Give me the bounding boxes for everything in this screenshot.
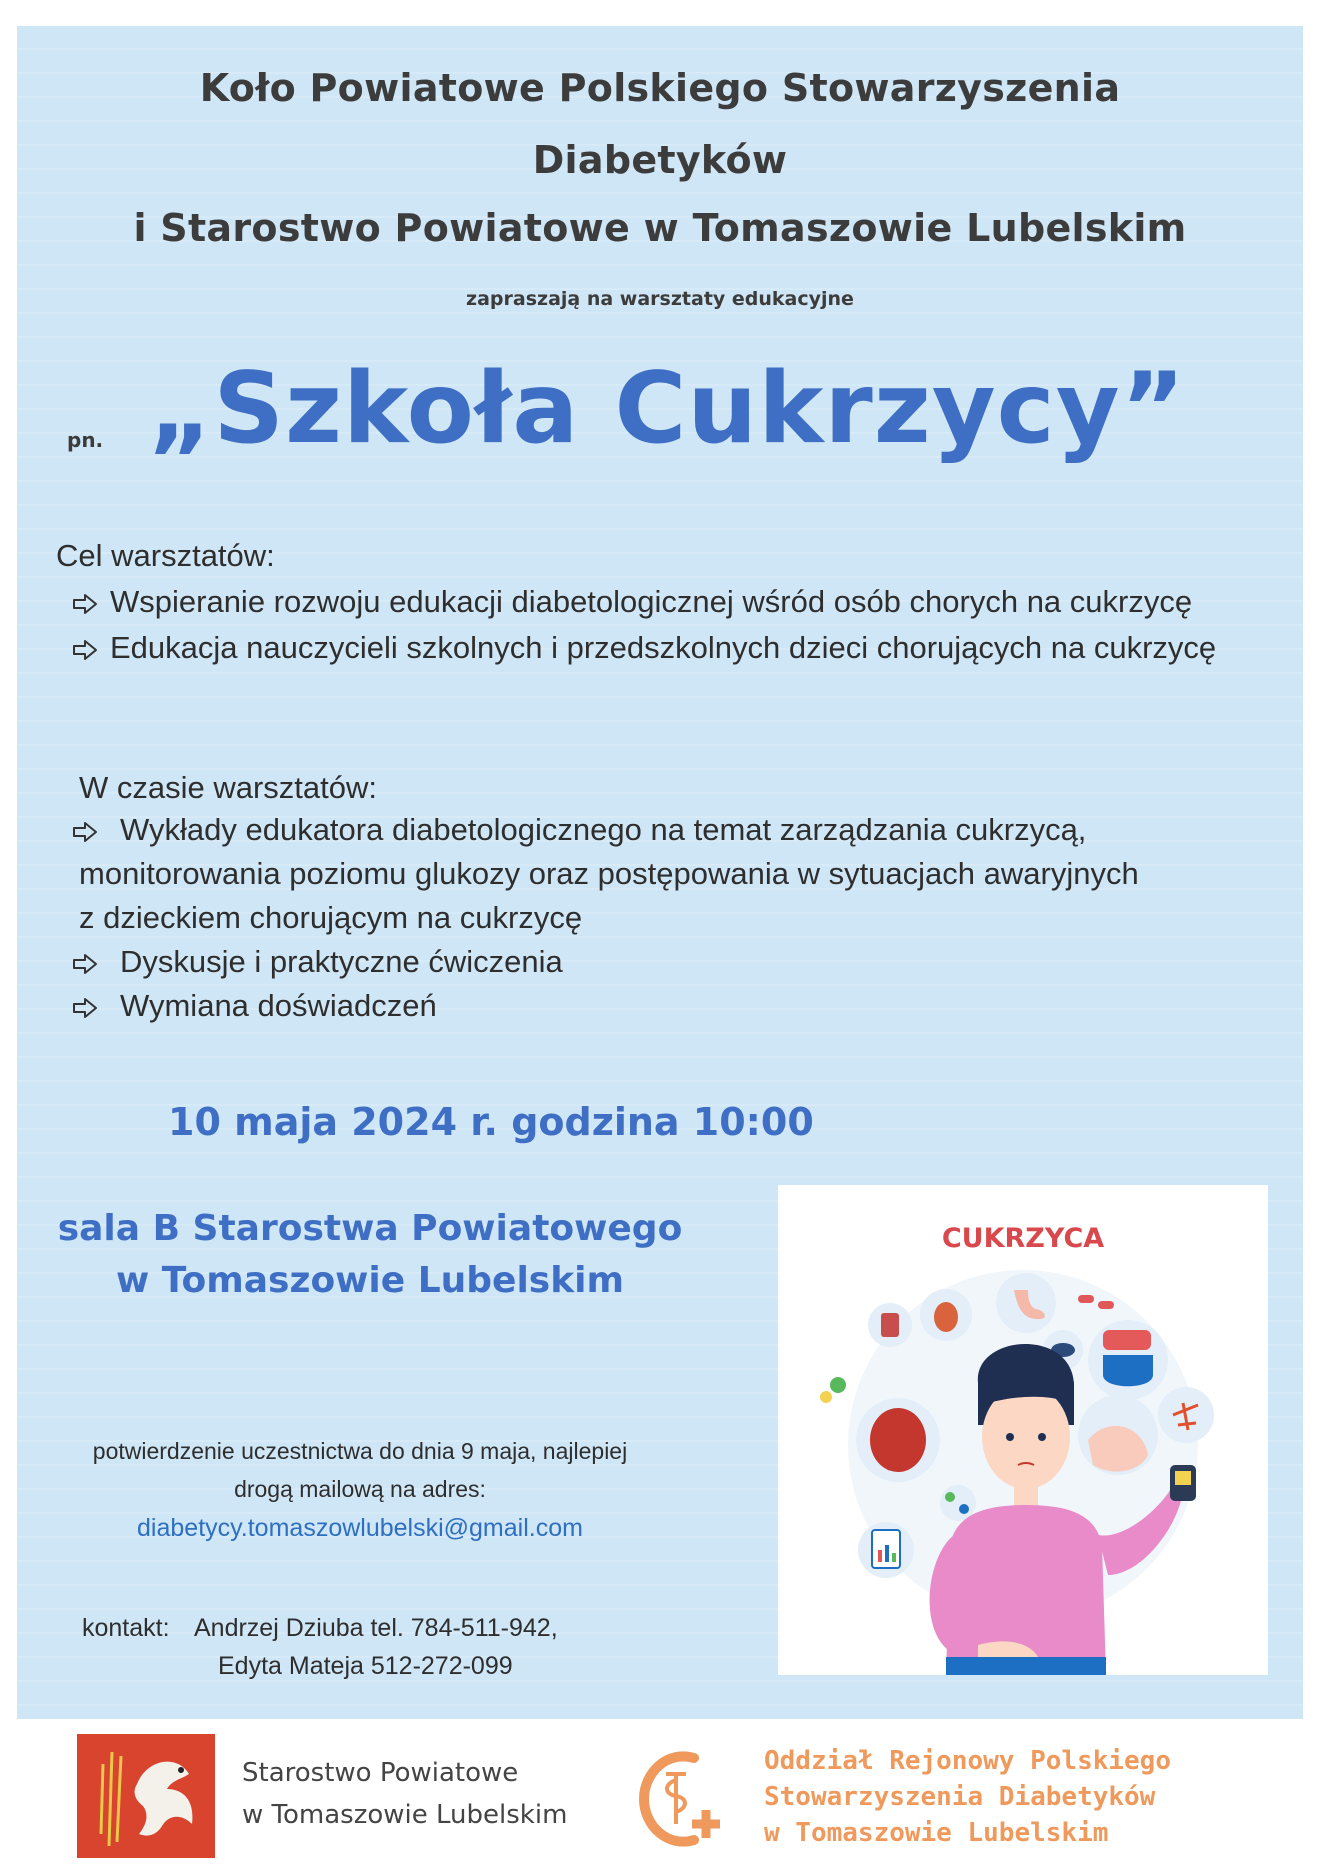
registration-email[interactable]: diabetycy.tomaszowlubelski@gmail.com: [137, 1514, 583, 1542]
goal-item: [72, 584, 1192, 620]
during-item-text: Dyskusje i praktyczne ćwiczenia: [120, 944, 563, 979]
organizer-line-3: i Starostwo Powiatowe w Tomaszowie Lubelskim: [133, 206, 1187, 250]
illustration-title: CUKRZYCA: [941, 1223, 1105, 1254]
goal-item-text: Wspieranie rozwoju edukacji diabetologicznej wśród osób chorych na cukrzycę: [110, 584, 1193, 619]
title-prefix: pn.: [67, 428, 104, 452]
footer-left-line-1: Starostwo Powiatowe: [242, 1758, 519, 1788]
arrow-right-icon: [72, 821, 98, 843]
event-date: 10 maja 2024 r. godzina 10:00: [168, 1100, 814, 1144]
during-item-continued: z dzieckiem chorującym na cukrzycę: [79, 900, 583, 935]
contact-person-2: Edyta Mateja 512-272-099: [218, 1652, 513, 1680]
contact-label: kontakt:: [82, 1614, 170, 1642]
diabetes-association-logo-icon: [634, 1744, 734, 1854]
footer-left-line-2: w Tomaszowie Lubelskim: [242, 1800, 568, 1830]
registration-line-1: potwierdzenie uczestnictwa do dnia 9 maja, najlepiej: [92, 1438, 628, 1464]
during-item-text: Wykłady edukatora diabetologicznego na temat zarządzania cukrzycą,: [120, 812, 1087, 847]
during-item: [72, 988, 437, 1024]
goal-item-text: Edukacja nauczycieli szkolnych i przedszkolnych dzieci chorujących na cukrzycę: [110, 630, 1217, 665]
person-with-diabetes-icon: [778, 1265, 1268, 1675]
arrow-right-icon: [72, 997, 98, 1019]
venue-line-1: sala B Starostwa Powiatowego: [57, 1208, 683, 1249]
organizer-line-1: Koło Powiatowe Polskiego Stowarzyszenia: [199, 66, 1121, 110]
arrow-right-icon: [72, 593, 98, 615]
footer-right-line-2: Stowarzyszenia Diabetyków: [764, 1782, 1156, 1812]
county-coat-of-arms-icon: [77, 1734, 215, 1858]
venue-line-2: w Tomaszowie Lubelskim: [115, 1260, 625, 1301]
during-item: [72, 944, 563, 980]
goals-heading: Cel warsztatów:: [56, 538, 275, 573]
arrow-right-icon: [72, 953, 98, 975]
diabetes-illustration: [778, 1185, 1268, 1675]
during-item: [72, 812, 1086, 848]
arrow-right-icon: [72, 639, 98, 661]
contact-person-1: Andrzej Dziuba tel. 784-511-942,: [194, 1614, 558, 1642]
footer-right-line-1: Oddział Rejonowy Polskiego: [764, 1746, 1171, 1776]
goal-item: [72, 630, 1216, 666]
during-heading: W czasie warsztatów:: [79, 770, 378, 805]
during-item-text: Wymiana doświadczeń: [120, 988, 437, 1023]
during-item-continued: monitorowania poziomu glukozy oraz postępowania w sytuacjach awaryjnych: [79, 856, 1139, 891]
event-title: „Szkoła Cukrzycy”: [148, 352, 1187, 466]
organizer-line-2: Diabetyków: [532, 138, 788, 182]
footer-right-line-3: w Tomaszowie Lubelskim: [764, 1818, 1109, 1848]
registration-line-2: drogą mailową na adres:: [234, 1476, 486, 1502]
invitation-text: zapraszają na warsztaty edukacyjne: [466, 288, 854, 310]
